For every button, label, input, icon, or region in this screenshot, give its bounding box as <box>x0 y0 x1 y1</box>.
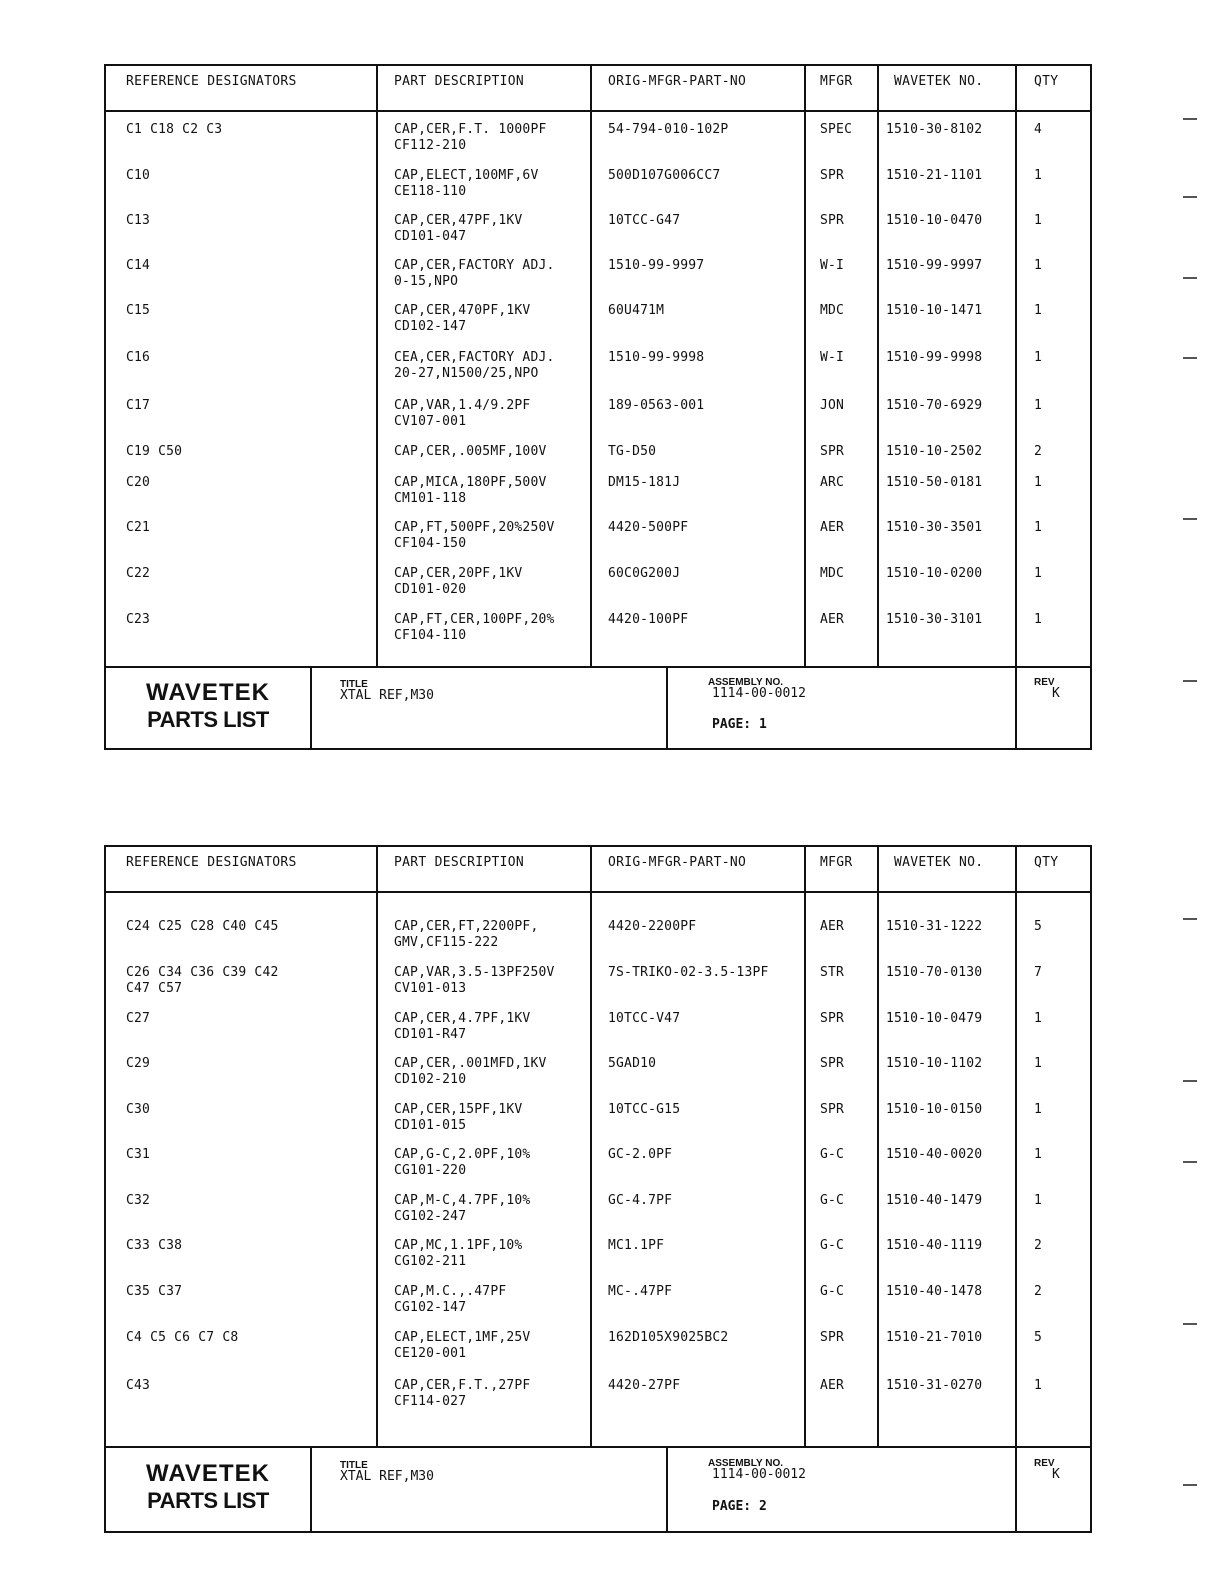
scan-mark <box>1183 196 1197 198</box>
mfgr: W-I <box>820 258 845 273</box>
mfgr: G-C <box>820 1284 845 1299</box>
title-label: TITLE <box>340 679 368 690</box>
rev-label: REV <box>1034 1458 1055 1469</box>
wavetek-no: 1510-10-1102 <box>886 1056 983 1071</box>
ref-designators: C30 <box>126 1102 151 1117</box>
ref-designators: C17 <box>126 398 151 413</box>
wavetek-no: 1510-50-0181 <box>886 475 983 490</box>
orig-mfgr-part-no: 500D107G006CC7 <box>608 168 721 183</box>
orig-mfgr-part-no: 54-794-010-102P <box>608 122 729 137</box>
part-description: CAP,CER,.001MFD,1KV CD102-210 <box>394 1056 547 1087</box>
col-divider <box>590 847 592 1447</box>
part-description: CAP,CER,FACTORY ADJ. 0-15,NPO <box>394 258 555 289</box>
wavetek-no: 1510-10-2502 <box>886 444 983 459</box>
mfgr: AER <box>820 520 845 535</box>
mfgr: MDC <box>820 566 845 581</box>
title-value: XTAL REF,M30 <box>340 688 434 703</box>
assembly-label: ASSEMBLY NO. <box>708 677 784 688</box>
ref-designators: C22 <box>126 566 151 581</box>
part-description: CEA,CER,FACTORY ADJ. 20-27,N1500/25,NPO <box>394 350 555 381</box>
parts-list-sheet-2 <box>104 845 1092 1533</box>
footer-divider <box>310 667 312 750</box>
header-reference-designators: REFERENCE DESIGNATORS <box>126 74 297 89</box>
scan-mark <box>1183 118 1197 120</box>
scan-mark <box>1183 1323 1197 1325</box>
ref-designators: C23 <box>126 612 151 627</box>
wavetek-no: 1510-40-1478 <box>886 1284 983 1299</box>
wavetek-no: 1510-10-0200 <box>886 566 983 581</box>
ref-designators: C35 C37 <box>126 1284 183 1299</box>
mfgr: MDC <box>820 303 845 318</box>
ref-designators: C20 <box>126 475 151 490</box>
ref-designators: C4 C5 C6 C7 C8 <box>126 1330 239 1345</box>
mfgr: W-I <box>820 350 845 365</box>
ref-designators: C29 <box>126 1056 151 1071</box>
col-divider <box>376 847 378 1447</box>
scan-mark <box>1183 1080 1197 1082</box>
title-value: XTAL REF,M30 <box>340 1469 434 1484</box>
wavetek-no: 1510-10-0470 <box>886 213 983 228</box>
mfgr: AER <box>820 1378 845 1393</box>
header-mfgr: MFGR <box>820 74 853 89</box>
orig-mfgr-part-no: 4420-100PF <box>608 612 689 627</box>
footer-divider <box>1015 1447 1017 1533</box>
mfgr: AER <box>820 612 845 627</box>
scan-mark <box>1183 357 1197 359</box>
qty: 5 <box>1034 919 1043 934</box>
part-description: CAP,M-C,4.7PF,10% CG102-247 <box>394 1193 531 1224</box>
mfgr: JON <box>820 398 845 413</box>
qty: 1 <box>1034 258 1043 273</box>
mfgr: SPEC <box>820 122 853 137</box>
ref-designators: C10 <box>126 168 151 183</box>
ref-designators: C26 C34 C36 C39 C42 C47 C57 <box>126 965 279 996</box>
orig-mfgr-part-no: 4420-500PF <box>608 520 689 535</box>
scan-mark <box>1183 277 1197 279</box>
orig-mfgr-part-no: 10TCC-G47 <box>608 213 681 228</box>
qty: 1 <box>1034 213 1043 228</box>
orig-mfgr-part-no: GC-2.0PF <box>608 1147 673 1162</box>
part-description: CAP,MICA,180PF,500V CM101-118 <box>394 475 547 506</box>
qty: 1 <box>1034 303 1043 318</box>
wavetek-no: 1510-40-1479 <box>886 1193 983 1208</box>
mfgr: G-C <box>820 1238 845 1253</box>
qty: 2 <box>1034 444 1043 459</box>
qty: 1 <box>1034 1056 1043 1071</box>
ref-designators: C21 <box>126 520 151 535</box>
part-description: CAP,ELECT,100MF,6V CE118-110 <box>394 168 539 199</box>
part-description: CAP,CER,470PF,1KV CD102-147 <box>394 303 531 334</box>
mfgr: SPR <box>820 213 845 228</box>
wavetek-logo <box>106 1448 310 1531</box>
footer-divider <box>310 1447 312 1533</box>
part-description: CAP,CER,4.7PF,1KV CD101-R47 <box>394 1011 531 1042</box>
wavetek-no: 1510-10-0479 <box>886 1011 983 1026</box>
orig-mfgr-part-no: 7S-TRIKO-02-3.5-13PF <box>608 965 769 980</box>
qty: 5 <box>1034 1330 1043 1345</box>
header-qty: QTY <box>1034 855 1059 870</box>
ref-designators: C33 C38 <box>126 1238 183 1253</box>
ref-designators: C14 <box>126 258 151 273</box>
wavetek-no: 1510-99-9997 <box>886 258 983 273</box>
mfgr: AER <box>820 919 845 934</box>
orig-mfgr-part-no: 162D105X9025BC2 <box>608 1330 729 1345</box>
qty: 1 <box>1034 475 1043 490</box>
mfgr: G-C <box>820 1147 845 1162</box>
qty: 1 <box>1034 398 1043 413</box>
ref-designators: C15 <box>126 303 151 318</box>
mfgr: SPR <box>820 1056 845 1071</box>
orig-mfgr-part-no: 4420-2200PF <box>608 919 697 934</box>
mfgr: SPR <box>820 1102 845 1117</box>
mfgr: ARC <box>820 475 845 490</box>
ref-designators: C31 <box>126 1147 151 1162</box>
qty: 1 <box>1034 168 1043 183</box>
mfgr: SPR <box>820 1330 845 1345</box>
assembly-number: 1114-00-0012 <box>712 686 806 701</box>
wavetek-no: 1510-31-1222 <box>886 919 983 934</box>
wavetek-no: 1510-21-7010 <box>886 1330 983 1345</box>
orig-mfgr-part-no: TG-D50 <box>608 444 657 459</box>
mfgr: SPR <box>820 1011 845 1026</box>
orig-mfgr-part-no: 10TCC-G15 <box>608 1102 681 1117</box>
qty: 1 <box>1034 520 1043 535</box>
qty: 2 <box>1034 1238 1043 1253</box>
wavetek-no: 1510-30-3101 <box>886 612 983 627</box>
wavetek-no: 1510-21-1101 <box>886 168 983 183</box>
part-description: CAP,MC,1.1PF,10% CG102-211 <box>394 1238 523 1269</box>
ref-designators: C13 <box>126 213 151 228</box>
orig-mfgr-part-no: MC1.1PF <box>608 1238 665 1253</box>
parts-list-sheet-1 <box>104 64 1092 750</box>
header-mfgr: MFGR <box>820 855 853 870</box>
qty: 7 <box>1034 965 1043 980</box>
qty: 1 <box>1034 1011 1043 1026</box>
logo-parts-list: PARTS LIST <box>147 707 269 732</box>
rev-label: REV <box>1034 677 1055 688</box>
header-orig-mfgr-part-no: ORIG-MFGR-PART-NO <box>608 855 747 870</box>
header-part-description: PART DESCRIPTION <box>394 74 525 89</box>
part-description: CAP,CER,FT,2200PF, GMV,CF115-222 <box>394 919 539 950</box>
ref-designators: C1 C18 C2 C3 <box>126 122 223 137</box>
part-description: CAP,CER,F.T.,27PF CF114-027 <box>394 1378 531 1409</box>
qty: 4 <box>1034 122 1043 137</box>
orig-mfgr-part-no: 60U471M <box>608 303 665 318</box>
part-description: CAP,CER,20PF,1KV CD101-020 <box>394 566 523 597</box>
wavetek-no: 1510-99-9998 <box>886 350 983 365</box>
part-description: CAP,ELECT,1MF,25V CE120-001 <box>394 1330 531 1361</box>
qty: 1 <box>1034 566 1043 581</box>
col-divider <box>1015 66 1017 667</box>
qty: 1 <box>1034 1193 1043 1208</box>
scan-mark <box>1183 518 1197 520</box>
orig-mfgr-part-no: 5GAD10 <box>608 1056 657 1071</box>
orig-mfgr-part-no: 189-0563-001 <box>608 398 705 413</box>
orig-mfgr-part-no: 1510-99-9997 <box>608 258 705 273</box>
part-description: CAP,G-C,2.0PF,10% CG101-220 <box>394 1147 531 1178</box>
scan-mark <box>1183 918 1197 920</box>
mfgr: SPR <box>820 444 845 459</box>
rev-value: K <box>1052 1467 1060 1482</box>
footer-divider <box>1015 667 1017 750</box>
col-divider <box>804 66 806 667</box>
logo-brand: WAVETEK <box>146 679 270 706</box>
orig-mfgr-part-no: GC-4.7PF <box>608 1193 673 1208</box>
wavetek-no: 1510-70-0130 <box>886 965 983 980</box>
qty: 1 <box>1034 1378 1043 1393</box>
part-description: CAP,FT,CER,100PF,20% CF104-110 <box>394 612 555 643</box>
header-qty: QTY <box>1034 74 1059 89</box>
orig-mfgr-part-no: 4420-27PF <box>608 1378 681 1393</box>
orig-mfgr-part-no: MC-.47PF <box>608 1284 673 1299</box>
wavetek-logo <box>106 667 310 750</box>
part-description: CAP,CER,F.T. 1000PF CF112-210 <box>394 122 547 153</box>
part-description: CAP,CER,.005MF,100V <box>394 444 547 459</box>
page-number: PAGE: 1 <box>712 717 767 732</box>
wavetek-no: 1510-40-1119 <box>886 1238 983 1253</box>
wavetek-no: 1510-40-0020 <box>886 1147 983 1162</box>
wavetek-no: 1510-70-6929 <box>886 398 983 413</box>
wavetek-no: 1510-10-1471 <box>886 303 983 318</box>
col-divider <box>877 847 879 1447</box>
assembly-label: ASSEMBLY NO. <box>708 1458 784 1469</box>
ref-designators: C16 <box>126 350 151 365</box>
page-number: PAGE: 2 <box>712 1499 767 1514</box>
header-wavetek-no: WAVETEK NO. <box>894 855 984 870</box>
qty: 1 <box>1034 350 1043 365</box>
ref-designators: C27 <box>126 1011 151 1026</box>
qty: 1 <box>1034 1102 1043 1117</box>
orig-mfgr-part-no: 1510-99-9998 <box>608 350 705 365</box>
footer-divider <box>666 667 668 750</box>
ref-designators: C43 <box>126 1378 151 1393</box>
header-reference-designators: REFERENCE DESIGNATORS <box>126 855 297 870</box>
orig-mfgr-part-no: 10TCC-V47 <box>608 1011 681 1026</box>
ref-designators: C19 C50 <box>126 444 183 459</box>
title-label: TITLE <box>340 1460 368 1471</box>
mfgr: STR <box>820 965 845 980</box>
wavetek-no: 1510-30-3501 <box>886 520 983 535</box>
rev-value: K <box>1052 686 1060 701</box>
qty: 1 <box>1034 612 1043 627</box>
scan-mark <box>1183 1484 1197 1486</box>
orig-mfgr-part-no: DM15-181J <box>608 475 681 490</box>
col-divider <box>590 66 592 667</box>
part-description: CAP,CER,15PF,1KV CD101-015 <box>394 1102 523 1133</box>
qty: 1 <box>1034 1147 1043 1162</box>
part-description: CAP,VAR,3.5-13PF250V CV101-013 <box>394 965 555 996</box>
ref-designators: C24 C25 C28 C40 C45 <box>126 919 279 934</box>
assembly-number: 1114-00-0012 <box>712 1467 806 1482</box>
col-divider <box>376 66 378 667</box>
part-description: CAP,CER,47PF,1KV CD101-047 <box>394 213 523 244</box>
col-divider <box>804 847 806 1447</box>
orig-mfgr-part-no: 60C0G200J <box>608 566 681 581</box>
qty: 2 <box>1034 1284 1043 1299</box>
logo-brand: WAVETEK <box>146 1460 270 1487</box>
part-description: CAP,VAR,1.4/9.2PF CV107-001 <box>394 398 531 429</box>
header-orig-mfgr-part-no: ORIG-MFGR-PART-NO <box>608 74 747 89</box>
header-wavetek-no: WAVETEK NO. <box>894 74 984 89</box>
header-part-description: PART DESCRIPTION <box>394 855 525 870</box>
wavetek-no: 1510-10-0150 <box>886 1102 983 1117</box>
part-description: CAP,FT,500PF,20%250V CF104-150 <box>394 520 555 551</box>
mfgr: G-C <box>820 1193 845 1208</box>
ref-designators: C32 <box>126 1193 151 1208</box>
wavetek-no: 1510-31-0270 <box>886 1378 983 1393</box>
col-divider <box>1015 847 1017 1447</box>
col-divider <box>877 66 879 667</box>
scan-mark <box>1183 680 1197 682</box>
scan-mark <box>1183 1161 1197 1163</box>
mfgr: SPR <box>820 168 845 183</box>
part-description: CAP,M.C.,.47PF CG102-147 <box>394 1284 507 1315</box>
footer-divider <box>666 1447 668 1533</box>
logo-parts-list: PARTS LIST <box>147 1488 269 1513</box>
wavetek-no: 1510-30-8102 <box>886 122 983 137</box>
header-rule <box>106 110 1090 112</box>
header-rule <box>106 891 1090 893</box>
